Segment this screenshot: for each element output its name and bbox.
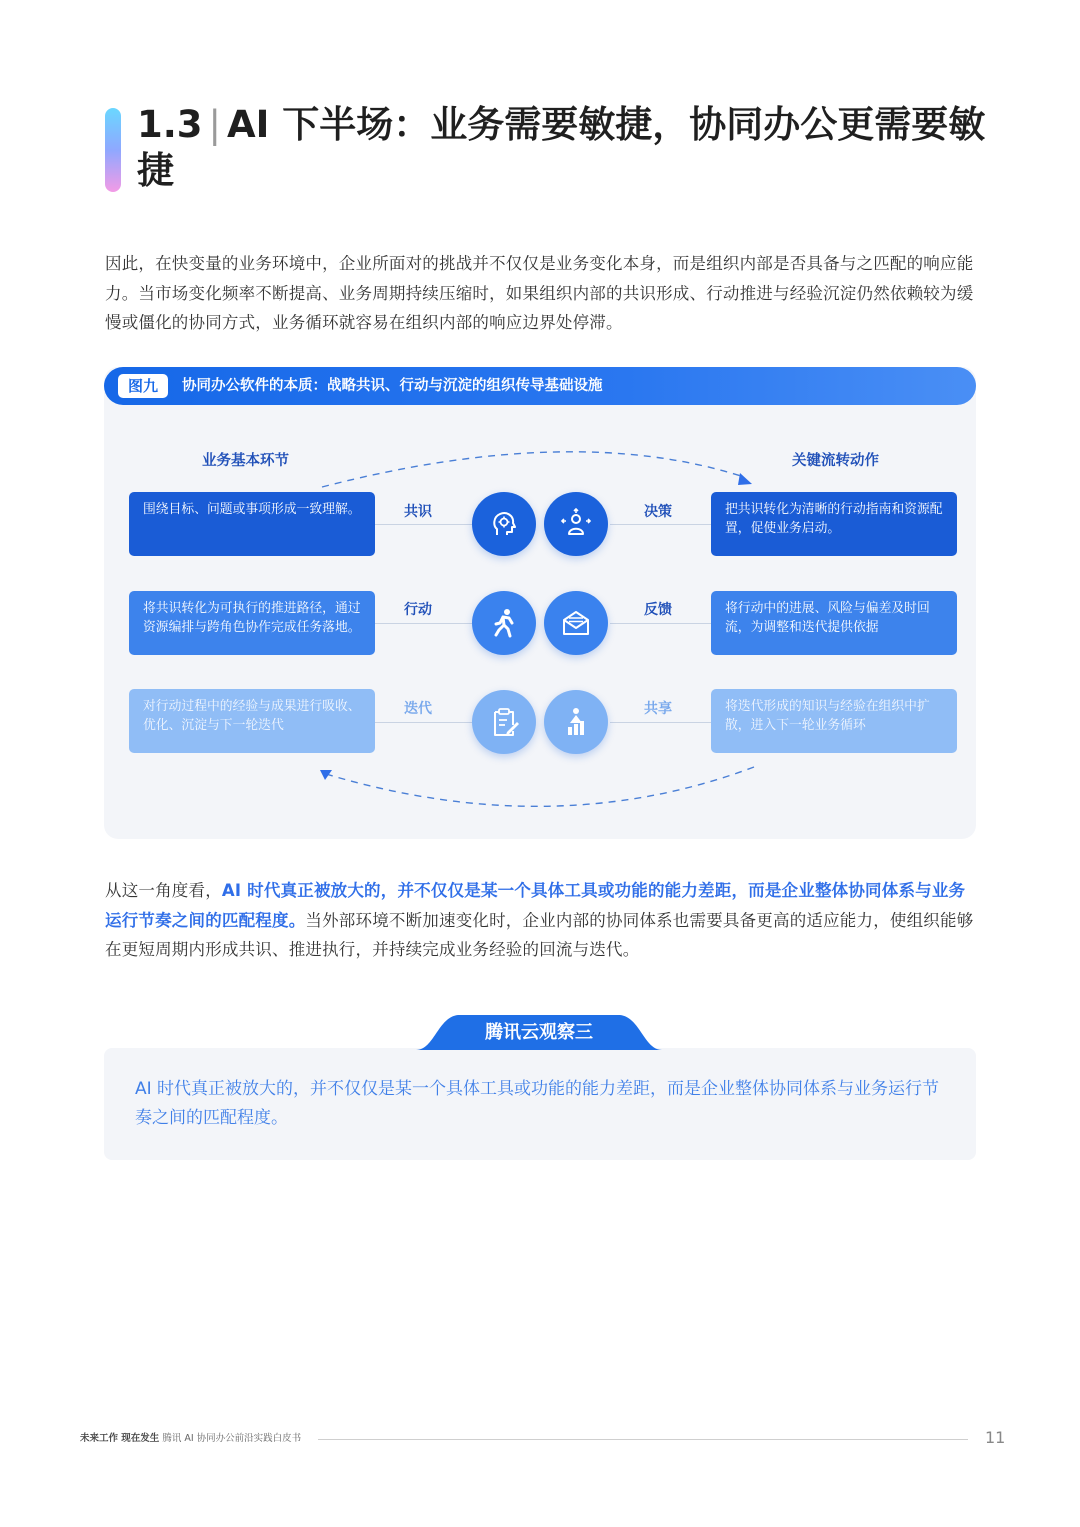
title-accent-bar: [105, 108, 121, 192]
decision-circle: [544, 492, 608, 556]
right-box-decision: 把共识转化为清晰的行动指南和资源配置，促使业务启动。: [711, 492, 957, 556]
page-number: 11: [985, 1428, 1006, 1447]
iteration-circle: [472, 690, 536, 754]
label-share: 共享: [644, 701, 672, 717]
feedback-circle: [544, 591, 608, 655]
footer-divider: [318, 1439, 968, 1440]
observation-tab: 腾讯云观察三: [485, 1022, 593, 1043]
left-box-action: 将共识转化为可执行的推进路径，通过资源编排与跨角色协作完成任务落地。: [129, 591, 375, 655]
footer-doc-title: 腾讯 AI 协同办公前沿实践白皮书: [162, 1433, 302, 1444]
label-iteration: 迭代: [404, 701, 432, 717]
right-box-feedback: 将行动中的进展、风险与偏差及时回流，为调整和迭代提供依据: [711, 591, 957, 655]
mail-envelope-icon: [559, 606, 593, 640]
label-decision: 决策: [644, 504, 672, 520]
connector-line: [610, 524, 712, 525]
section-title-text: AI 下半场：业务需要敏捷，协同办公更需要敏捷: [137, 103, 986, 192]
left-box-iteration: 对行动过程中的经验与成果进行吸收、优化、沉淀与下一轮迭代: [129, 689, 375, 753]
figure-collaboration-cycle: [104, 367, 976, 839]
running-person-icon: [487, 606, 521, 640]
footer-brand: 未来工作 现在发生: [80, 1433, 160, 1444]
conclusion-prefix: 从这一角度看，: [105, 881, 222, 900]
conclusion-highlight: AI 时代真正被放大的，并不仅仅是某一个具体工具或功能的能力差距，而是企业整体协同体系与业务运行节奏之间的匹配程度。: [105, 881, 966, 930]
left-column-heading: 业务基本环节: [202, 453, 289, 469]
footer-text: [80, 1431, 301, 1447]
head-gear-icon: [487, 507, 521, 541]
right-box-share: 将迭代形成的知识与经验在组织中扩散，进入下一轮业务循环: [711, 689, 957, 753]
connector-line: [370, 722, 472, 723]
person-growth-icon: [559, 705, 593, 739]
left-box-consensus: 围绕目标、问题或事项形成一致理解。: [129, 492, 375, 556]
connector-line: [610, 722, 712, 723]
connector-line: [370, 524, 472, 525]
consensus-circle: [472, 492, 536, 556]
observation-text: AI 时代真正被放大的，并不仅仅是某一个具体工具或功能的能力差距，而是企业整体协同体系与业务运行节奏之间的匹配程度。: [135, 1079, 940, 1128]
conclusion-paragraph: [105, 876, 977, 965]
clipboard-edit-icon: [487, 705, 521, 739]
section-number: 1.3: [137, 103, 203, 146]
label-action: 行动: [404, 602, 432, 618]
person-arrows-icon: [559, 507, 593, 541]
connector-line: [610, 623, 712, 624]
connector-line: [370, 623, 472, 624]
section-title: [137, 102, 997, 194]
figure-tag: 图九: [118, 374, 168, 398]
label-feedback: 反馈: [644, 602, 672, 618]
title-separator: |: [208, 103, 222, 146]
figure-title: 协同办公软件的本质：战略共识、行动与沉淀的组织传导基础设施: [182, 378, 603, 394]
label-consensus: 共识: [404, 504, 432, 520]
right-column-heading: 关键流转动作: [792, 453, 879, 469]
intro-paragraph: 因此，在快变量的业务环境中，企业所面对的挑战并不仅仅是业务变化本身，而是组织内部是否具备与之匹配的响应能力。当市场变化频率不断提高、业务周期持续压缩时，如果组织内部的共识形成、行动推进与经验沉淀仍然依赖较为缓慢或僵化的协同方式，业务循环就容易在组织内部的响应边界处停滞。: [105, 254, 974, 332]
action-circle: [472, 591, 536, 655]
share-circle: [544, 690, 608, 754]
conclusion-suffix: 当外部环境不断加速变化时，企业内部的协同体系也需要具备更高的适应能力，使组织能够在更短周期内形成共识、推进执行，并持续完成业务经验的回流与迭代。: [105, 910, 974, 959]
